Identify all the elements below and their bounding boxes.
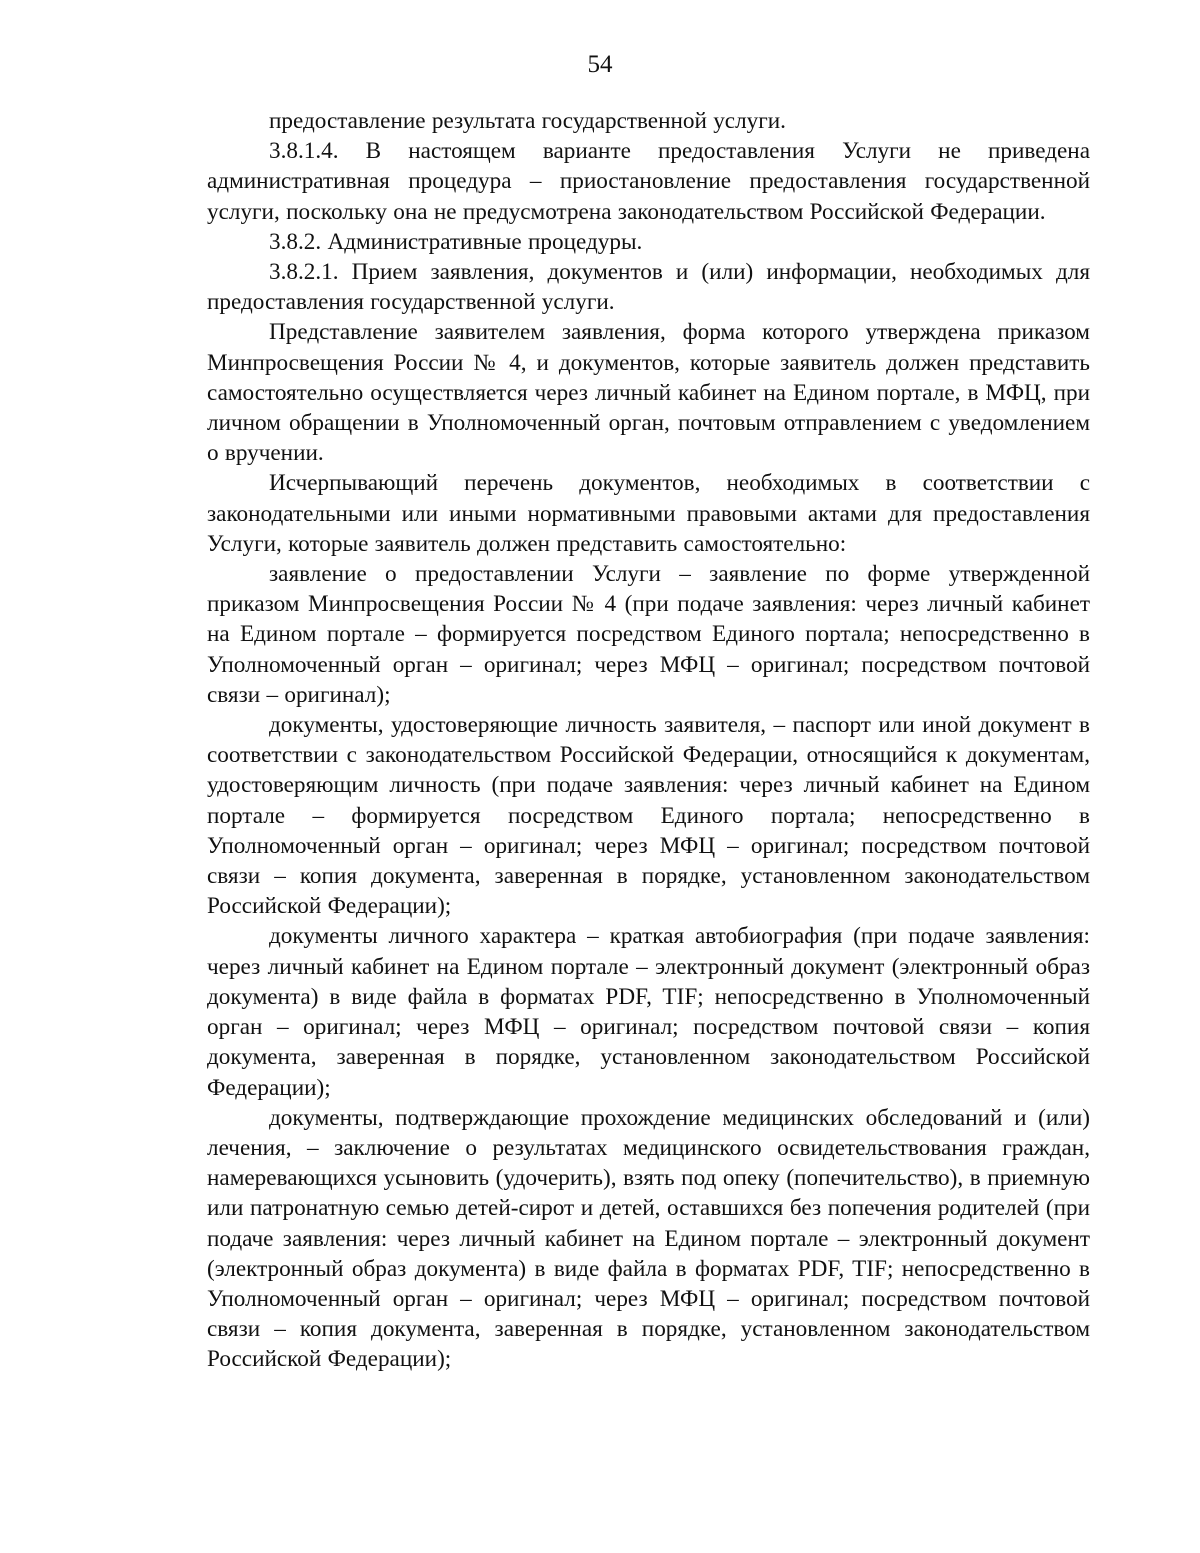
list-item-application: заявление о предоставлении Услуги – заявление по форме утвержденной приказом Минпросвещения России № 4 (при подаче заявления: через личный кабинет на Едином портале – формируется посредством Единого портала; непосредственно в Уполномоченный орган – оригинал; через МФЦ – оригинал; посредством почтовой связи – оригинал);	[207, 561, 1090, 708]
paragraph-3-8-1-4: 3.8.1.4. В настоящем варианте предоставления Услуги не приведена административная процедура – приостановление предоставления государственной услуги, поскольку она не предусмотрена законодательством Российской Федерации.	[207, 138, 1090, 225]
page-number: 54	[587, 51, 613, 78]
paragraph-submission: Представление заявителем заявления, форма которого утверждена приказом Минпросвещения России № 4, и документов, которые заявитель должен представить самостоятельно осуществляется через личный кабинет на Едином портале, в МФЦ, при личном обращении в Уполномоченный орган, почтовым отправлением с уведомлением о вручении.	[207, 319, 1090, 467]
paragraph-continuation: предоставление результата государственной услуги.	[269, 108, 786, 134]
paragraph-document-list-intro: Исчерпывающий перечень документов, необходимых в соответствии с законодательными или иными нормативными правовыми актами для предоставления Услуги, которые заявитель должен представить самостоятельно:	[207, 470, 1090, 557]
list-item-personal-documents: документы личного характера – краткая автобиография (при подаче заявления: через личный кабинет на Едином портале – электронный документ (электронный образ документа) в виде файла в форматах PDF, TIF; непосредственно в Уполномоченный орган – оригинал; через МФЦ – оригинал; посредством почтовой связи – копия документа, заверенная в порядке, установленном законодательством Российской Федерации);	[207, 923, 1090, 1101]
list-item-medical-documents: документы, подтверждающие прохождение медицинских обследований и (или) лечения, – заключение о результатах медицинского освидетельствования граждан, намеревающихся усыновить (удочерить), взять под опеку (попечительство), в приемную или патронатную семью детей-сирот и детей, оставшихся без попечения родителей (при подаче заявления: через личный кабинет на Едином портале – электронный документ (электронный образ документа) в виде файла в форматах PDF, TIF; непосредственно в Уполномоченный орган – оригинал; через МФЦ – оригинал; посредством почтовой связи – копия документа, заверенная в порядке, установленном законодательством Российской Федерации);	[207, 1104, 1090, 1373]
paragraph-3-8-2: 3.8.2. Административные процедуры.	[269, 228, 643, 255]
list-item-identity-documents: документы, удостоверяющие личность заявителя, – паспорт или иной документ в соответствии с законодательством Российской Федерации, относящийся к документам, удостоверяющим личность (при подаче заявления: через личный кабинет на Едином портале – формируется посредством Единого портала; непосредственно в Уполномоченный орган – оригинал; через МФЦ – оригинал; посредством почтовой связи – копия документа, заверенная в порядке, установленном законодательством Российской Федерации);	[207, 712, 1090, 920]
paragraph-3-8-2-1: 3.8.2.1. Прием заявления, документов и (или) информации, необходимых для предоставления государственной услуги.	[207, 259, 1090, 316]
document-body	[207, 106, 1090, 1375]
